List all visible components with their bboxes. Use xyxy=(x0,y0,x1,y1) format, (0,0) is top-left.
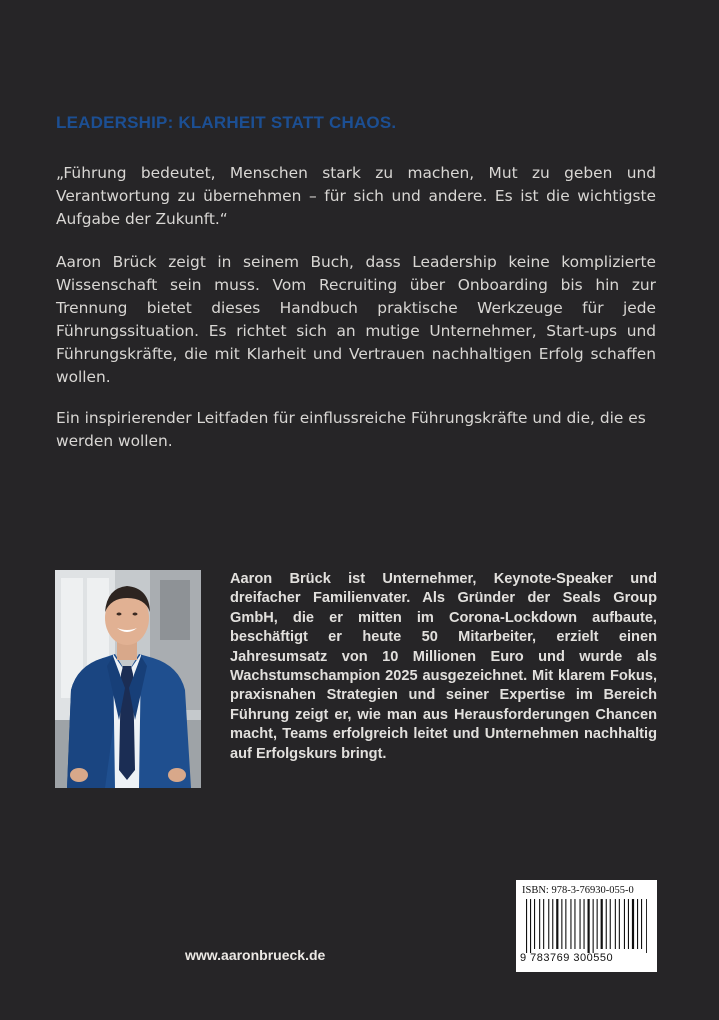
author-photo-illustration xyxy=(55,570,201,788)
author-photo xyxy=(55,570,201,788)
barcode-bar xyxy=(597,899,598,949)
barcode-bar xyxy=(632,899,634,949)
barcode-bar xyxy=(539,899,540,949)
barcode-bar xyxy=(646,899,647,953)
barcode-bar xyxy=(588,899,590,953)
author-bio: Aaron Brück ist Unternehmer, Keynote-Speaker und dreifacher Familienvater. Als Gründer der Seals Group GmbH, die er mitten im Corona-Lockdown aufbaute, beschäftigt er heute 50 Mitarbeiter, erzielt einen Jahresumsatz von 10 Millionen Euro und wurde als Wachstumschampion 2025 ausgezeichnet. Mit klarem Fokus, praxisnahen Strategien und seiner Expertise im Bereich Führung zeigt er, wie man aus Herausforderungen Chancen macht, Teams erfolgreich leitet und Unternehmen nachhaltig auf Erfolgskurs bringt. xyxy=(230,571,657,762)
barcode-bar xyxy=(570,899,571,949)
barcode-bar xyxy=(624,899,625,949)
quote-paragraph: „Führung bedeutet, Menschen stark zu machen, Mut zu geben und Verantwortung zu übernehmen – für sich und andere. Es ist die wichtigste Aufgabe der Zukunft.“ xyxy=(56,164,656,228)
barcode-bar xyxy=(548,899,549,949)
website-link[interactable]: www.aaronbrueck.de xyxy=(185,947,326,963)
barcode-bar xyxy=(561,899,562,949)
headline: LEADERSHIP: KLARHEIT STATT CHAOS. xyxy=(56,113,397,132)
barcode-bar xyxy=(615,899,616,949)
barcode-bar xyxy=(565,899,566,949)
barcode-bar xyxy=(637,899,638,949)
barcode-bar xyxy=(526,899,527,953)
isbn-label: ISBN: 978-3-76930-055-0 xyxy=(522,885,634,896)
barcode-bar xyxy=(606,899,607,949)
barcode-bar xyxy=(530,899,531,953)
barcode-bar xyxy=(619,899,620,949)
barcode-bar xyxy=(628,899,629,949)
barcode-bar xyxy=(641,899,642,949)
barcode-bar xyxy=(574,899,575,949)
barcode-bar xyxy=(580,899,581,949)
barcode-bar xyxy=(552,899,553,949)
closing-paragraph: Ein inspirierender Leitfaden für einflussreiche Führungskräfte und die, die es werden wollen. xyxy=(56,409,646,450)
barcode-bar xyxy=(584,899,585,949)
barcode-bar xyxy=(556,899,558,949)
barcode-bar xyxy=(534,899,535,949)
isbn-barcode-box xyxy=(516,880,657,972)
barcode-bar xyxy=(593,899,594,953)
barcode-bar xyxy=(543,899,544,949)
intro-paragraph: Aaron Brück zeigt in seinem Buch, dass Leadership keine komplizierte Wissenschaft sein muss. Vom Recruiting über Onboarding bis hin zur Trennung bietet dieses Handbuch praktische Werkzeuge für jede Führungssituation. Es richtet sich an mutige Unternehmer, Start-ups und Führungskräfte, die mit Klarheit und Vertrauen nachhaltigen Erfolg schaffen wollen. xyxy=(56,253,656,386)
barcode xyxy=(526,899,647,953)
barcode-bar xyxy=(610,899,611,949)
barcode-digits: 9 783769 300550 xyxy=(520,952,614,964)
barcode-bar xyxy=(601,899,603,949)
